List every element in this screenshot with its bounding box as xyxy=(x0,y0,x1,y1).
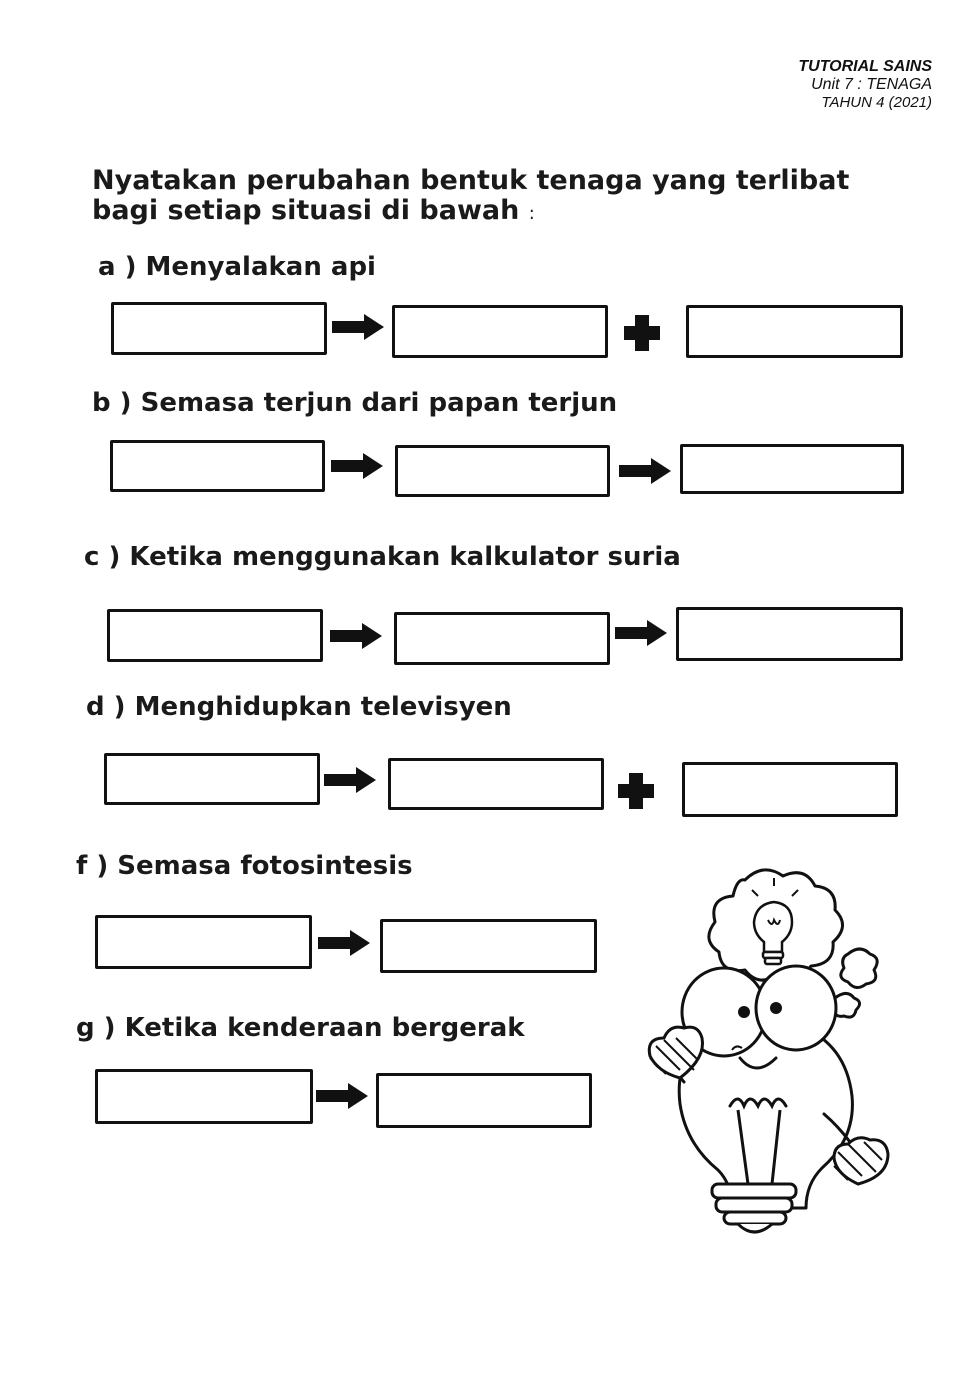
arrow-icon xyxy=(332,314,384,340)
answer-box-g2[interactable] xyxy=(376,1073,592,1128)
instruction xyxy=(92,166,892,229)
question-f-label: f ) Semasa fotosintesis xyxy=(76,851,413,881)
question-b-label: b ) Semasa terjun dari papan terjun xyxy=(92,388,618,418)
answer-box-f2[interactable] xyxy=(380,919,597,973)
arrow-icon xyxy=(324,767,376,793)
answer-box-g1[interactable] xyxy=(95,1069,313,1124)
arrow-icon xyxy=(330,623,382,649)
answer-box-d3[interactable] xyxy=(682,762,898,817)
instruction-colon: : xyxy=(528,203,535,224)
answer-box-c3[interactable] xyxy=(676,607,903,661)
answer-box-f1[interactable] xyxy=(95,915,312,969)
question-d-label: d ) Menghidupkan televisyen xyxy=(86,692,512,722)
answer-box-a2[interactable] xyxy=(392,305,608,358)
arrow-icon xyxy=(316,1083,368,1109)
arrow-icon xyxy=(331,453,383,479)
answer-box-a1[interactable] xyxy=(111,302,327,355)
answer-box-b3[interactable] xyxy=(680,444,904,494)
answer-box-c2[interactable] xyxy=(394,612,610,665)
question-g-label: g ) Ketika kenderaan bergerak xyxy=(76,1013,525,1043)
answer-box-b2[interactable] xyxy=(395,445,610,497)
arrow-icon xyxy=(615,620,667,646)
question-c-label: c ) Ketika menggunakan kalkulator suria xyxy=(84,542,681,572)
question-a-label: a ) Menyalakan api xyxy=(98,252,376,282)
page-header xyxy=(798,58,932,112)
answer-box-b1[interactable] xyxy=(110,440,325,492)
plus-icon xyxy=(618,773,654,809)
answer-box-d1[interactable] xyxy=(104,753,320,805)
answer-box-c1[interactable] xyxy=(107,609,323,662)
lightbulb-character-icon xyxy=(620,862,900,1242)
arrow-icon xyxy=(318,930,370,956)
header-year: TAHUN 4 (2021) xyxy=(821,94,932,111)
header-title: TUTORIAL SAINS xyxy=(798,58,932,75)
instruction-text: Nyatakan perubahan bentuk tenaga yang terlibat bagi setiap situasi di bawah xyxy=(92,165,850,226)
header-unit: Unit 7 : TENAGA xyxy=(811,76,932,93)
plus-icon xyxy=(624,315,660,351)
answer-box-d2[interactable] xyxy=(388,758,604,810)
arrow-icon xyxy=(619,458,671,484)
answer-box-a3[interactable] xyxy=(686,305,903,358)
